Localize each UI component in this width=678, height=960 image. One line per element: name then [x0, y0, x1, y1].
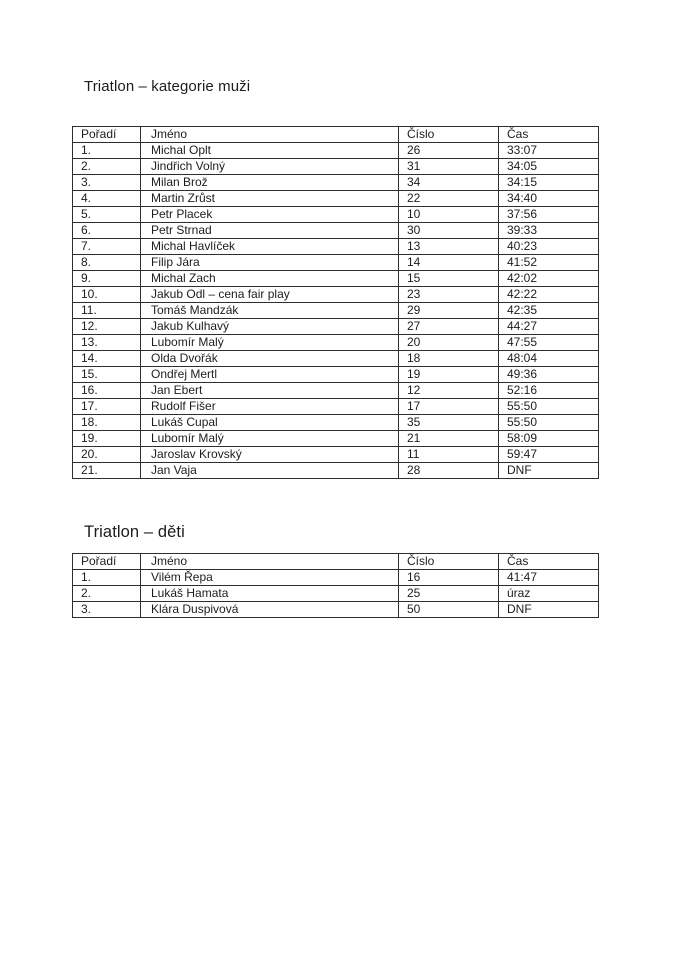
- table-cell: 3.: [73, 602, 141, 618]
- table-cell: 10: [399, 207, 499, 223]
- table-cell: 1.: [73, 143, 141, 159]
- table-cell: 5.: [73, 207, 141, 223]
- table-header-row: [73, 127, 599, 143]
- table-cell: 48:04: [499, 351, 599, 367]
- table-cell: 29: [399, 303, 499, 319]
- table-cell: 19.: [73, 431, 141, 447]
- table-cell: 4.: [73, 191, 141, 207]
- table-cell: 17: [399, 399, 499, 415]
- table-cell: 42:22: [499, 287, 599, 303]
- table-row: [73, 335, 599, 351]
- table-cell: 42:02: [499, 271, 599, 287]
- table-cell: 55:50: [499, 399, 599, 415]
- table-cell: Klára Duspivová: [141, 602, 399, 618]
- table-header: [73, 127, 599, 143]
- table-cell: 59:47: [499, 447, 599, 463]
- table-cell: 52:16: [499, 383, 599, 399]
- column-header-time: Čas: [499, 127, 599, 143]
- table-cell: 18: [399, 351, 499, 367]
- table-row: [73, 431, 599, 447]
- table-cell: 15.: [73, 367, 141, 383]
- table-row: [73, 570, 599, 586]
- table-cell: 2.: [73, 586, 141, 602]
- table-cell: 27: [399, 319, 499, 335]
- section-title-men: Triatlon – kategorie muži: [84, 78, 251, 95]
- table-header-row: [73, 554, 599, 570]
- table-cell: 34:05: [499, 159, 599, 175]
- table-row: [73, 383, 599, 399]
- table-cell: 37:56: [499, 207, 599, 223]
- table-cell: Petr Strnad: [141, 223, 399, 239]
- column-header-time: Čas: [499, 554, 599, 570]
- table-cell: 10.: [73, 287, 141, 303]
- table-cell: Petr Placek: [141, 207, 399, 223]
- table-cell: 13.: [73, 335, 141, 351]
- table-cell: Rudolf Fišer: [141, 399, 399, 415]
- table-cell: 9.: [73, 271, 141, 287]
- table-cell: 22: [399, 191, 499, 207]
- table-cell: 34:40: [499, 191, 599, 207]
- table-cell: 23: [399, 287, 499, 303]
- table-cell: 16.: [73, 383, 141, 399]
- table-cell: 8.: [73, 255, 141, 271]
- table-cell: Jindřich Volný: [141, 159, 399, 175]
- table-cell: 7.: [73, 239, 141, 255]
- table-cell: 47:55: [499, 335, 599, 351]
- table-cell: Michal Oplt: [141, 143, 399, 159]
- table-cell: 42:35: [499, 303, 599, 319]
- table-cell: Ondřej Mertl: [141, 367, 399, 383]
- table-cell: Martin Zrůst: [141, 191, 399, 207]
- table-cell: 33:07: [499, 143, 599, 159]
- table-cell: 20: [399, 335, 499, 351]
- table-cell: 26: [399, 143, 499, 159]
- table-cell: 44:27: [499, 319, 599, 335]
- table-row: [73, 207, 599, 223]
- table-cell: DNF: [499, 602, 599, 618]
- table-cell: Lubomír Malý: [141, 335, 399, 351]
- table-row: [73, 239, 599, 255]
- table-row: [73, 415, 599, 431]
- table-row: [73, 287, 599, 303]
- table-cell: 12: [399, 383, 499, 399]
- table-row: [73, 271, 599, 287]
- results-table-children: [72, 553, 599, 618]
- table-cell: 17.: [73, 399, 141, 415]
- table-row: [73, 367, 599, 383]
- table-body: [73, 143, 599, 479]
- table-cell: Jakub Kulhavý: [141, 319, 399, 335]
- table-row: [73, 159, 599, 175]
- table-cell: 16: [399, 570, 499, 586]
- table-cell: 30: [399, 223, 499, 239]
- table-cell: Lukáš Cupal: [141, 415, 399, 431]
- table-cell: 20.: [73, 447, 141, 463]
- table-cell: 28: [399, 463, 499, 479]
- table-cell: 39:33: [499, 223, 599, 239]
- table-cell: 41:47: [499, 570, 599, 586]
- table-cell: 6.: [73, 223, 141, 239]
- table-cell: 11: [399, 447, 499, 463]
- column-header-name: Jméno: [141, 554, 399, 570]
- table-cell: 55:50: [499, 415, 599, 431]
- table-cell: 14: [399, 255, 499, 271]
- table-cell: 1.: [73, 570, 141, 586]
- table-cell: Jaroslav Krovský: [141, 447, 399, 463]
- table-header: [73, 554, 599, 570]
- table-body: [73, 570, 599, 618]
- table-cell: 40:23: [499, 239, 599, 255]
- table-cell: Lubomír Malý: [141, 431, 399, 447]
- table-cell: 15: [399, 271, 499, 287]
- table-row: [73, 447, 599, 463]
- table-cell: Lukáš Hamata: [141, 586, 399, 602]
- table-cell: 13: [399, 239, 499, 255]
- table-cell: 31: [399, 159, 499, 175]
- table-cell: 50: [399, 602, 499, 618]
- table-cell: Jakub Odl – cena fair play: [141, 287, 399, 303]
- section-title-children: Triatlon – děti: [84, 523, 185, 541]
- table-cell: Milan Brož: [141, 175, 399, 191]
- table-cell: 34: [399, 175, 499, 191]
- table-cell: Vilém Řepa: [141, 570, 399, 586]
- table-cell: 21: [399, 431, 499, 447]
- table-cell: 14.: [73, 351, 141, 367]
- table-row: [73, 191, 599, 207]
- table-cell: Tomáš Mandzák: [141, 303, 399, 319]
- table-cell: 21.: [73, 463, 141, 479]
- table-cell: 49:36: [499, 367, 599, 383]
- table-row: [73, 223, 599, 239]
- table-cell: Michal Zach: [141, 271, 399, 287]
- table-row: [73, 175, 599, 191]
- table-row: [73, 399, 599, 415]
- table-cell: Filip Jára: [141, 255, 399, 271]
- table-row: [73, 351, 599, 367]
- table-row: [73, 463, 599, 479]
- table-cell: 2.: [73, 159, 141, 175]
- table-cell: 12.: [73, 319, 141, 335]
- table-cell: 34:15: [499, 175, 599, 191]
- table-cell: 58:09: [499, 431, 599, 447]
- table-cell: 11.: [73, 303, 141, 319]
- table-cell: Olda Dvořák: [141, 351, 399, 367]
- table-cell: Jan Vaja: [141, 463, 399, 479]
- column-header-rank: Pořadí: [73, 554, 141, 570]
- table-cell: 41:52: [499, 255, 599, 271]
- table-cell: úraz: [499, 586, 599, 602]
- table-cell: DNF: [499, 463, 599, 479]
- column-header-rank: Pořadí: [73, 127, 141, 143]
- table-row: [73, 602, 599, 618]
- column-header-name: Jméno: [141, 127, 399, 143]
- table-cell: 35: [399, 415, 499, 431]
- table-cell: 25: [399, 586, 499, 602]
- table-row: [73, 319, 599, 335]
- column-header-number: Číslo: [399, 554, 499, 570]
- table-cell: 18.: [73, 415, 141, 431]
- table-cell: 3.: [73, 175, 141, 191]
- results-table-men: [72, 126, 599, 479]
- column-header-number: Číslo: [399, 127, 499, 143]
- table-row: [73, 143, 599, 159]
- table-row: [73, 303, 599, 319]
- table-row: [73, 255, 599, 271]
- table-cell: Michal Havlíček: [141, 239, 399, 255]
- table-cell: Jan Ebert: [141, 383, 399, 399]
- table-row: [73, 586, 599, 602]
- table-cell: 19: [399, 367, 499, 383]
